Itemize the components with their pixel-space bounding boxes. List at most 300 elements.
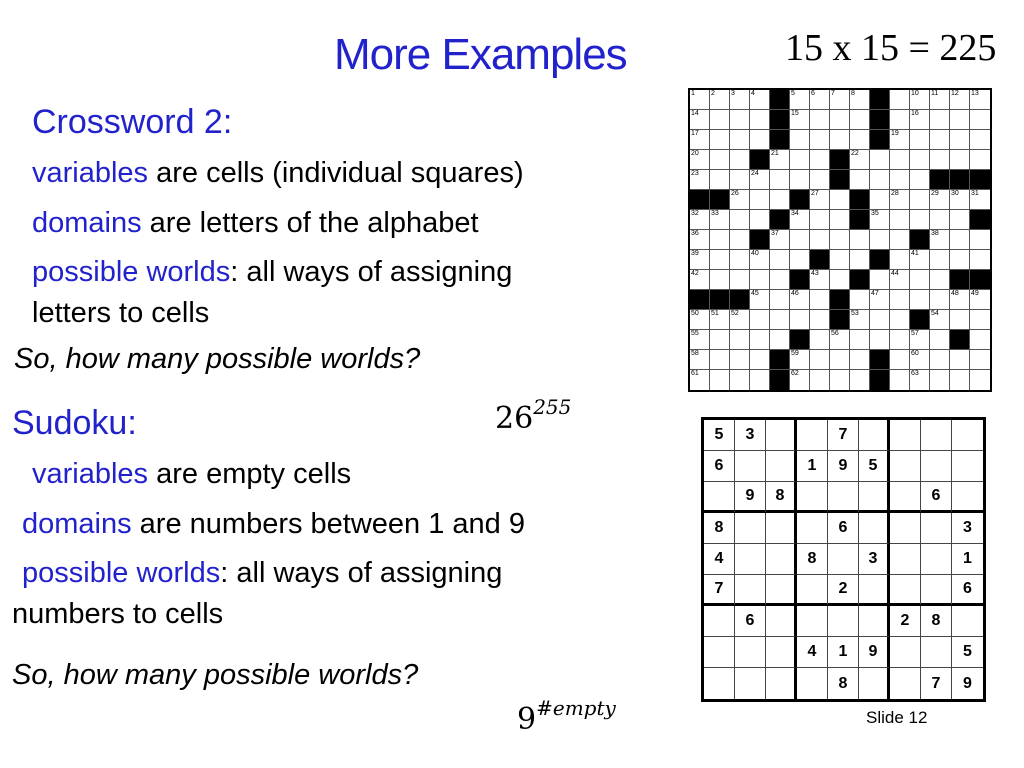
crossword-clue-number: 31 [971, 190, 979, 197]
crossword-cell [830, 250, 850, 270]
crossword-cell [750, 170, 770, 190]
crossword-cell [970, 350, 990, 370]
sudoku-empty-cell [859, 420, 890, 451]
sudoku-given-cell: 5 [704, 420, 735, 451]
crossword-cell [850, 110, 870, 130]
crossword-black-cell [750, 230, 770, 250]
crossword-cell [810, 90, 830, 110]
crossword-cell [910, 170, 930, 190]
crossword-cell [730, 130, 750, 150]
crossword-cell [890, 350, 910, 370]
crossword-cell [950, 110, 970, 130]
crossword-cell [790, 150, 810, 170]
crossword-cell [910, 370, 930, 390]
crossword-cell [930, 310, 950, 330]
sudoku-answer-base: 9 [517, 702, 537, 737]
crossword-black-cell [790, 330, 810, 350]
crossword-cell [690, 110, 710, 130]
sudoku-given-cell: 8 [704, 513, 735, 544]
crossword-cell [690, 270, 710, 290]
sudoku-given-cell: 8 [766, 482, 797, 513]
crossword-black-cell [830, 150, 850, 170]
crossword-black-cell [770, 350, 790, 370]
crossword-worlds-line-2: letters to cells [32, 297, 210, 329]
crossword-variables-line [32, 157, 524, 190]
crossword-clue-number: 41 [911, 250, 919, 257]
crossword-cell [970, 130, 990, 150]
crossword-cell [850, 150, 870, 170]
sudoku-given-cell: 7 [921, 668, 952, 699]
sudoku-given-cell: 6 [952, 575, 983, 606]
crossword-clue-number: 2 [711, 90, 715, 97]
crossword-cell [850, 370, 870, 390]
sudoku-empty-cell [890, 451, 921, 482]
crossword-cell [810, 130, 830, 150]
crossword-cell [710, 230, 730, 250]
crossword-black-cell [870, 370, 890, 390]
sudoku-given-cell: 3 [735, 420, 766, 451]
crossword-clue-number: 32 [691, 210, 699, 217]
crossword-cell [870, 150, 890, 170]
crossword-clue-number: 49 [971, 290, 979, 297]
crossword-clue-number: 3 [731, 90, 735, 97]
crossword-cell [710, 130, 730, 150]
crossword-clue-number: 34 [791, 210, 799, 217]
sudoku-empty-cell [921, 544, 952, 575]
crossword-black-cell [970, 270, 990, 290]
crossword-cell [730, 190, 750, 210]
sudoku-given-cell: 4 [704, 544, 735, 575]
sudoku-given-cell: 8 [921, 606, 952, 637]
sudoku-given-cell: 1 [952, 544, 983, 575]
crossword-cell [930, 270, 950, 290]
sudoku-variables-keyword: variables [32, 458, 149, 490]
crossword-cell [830, 90, 850, 110]
crossword-clue-number: 10 [911, 90, 919, 97]
sudoku-empty-cell [704, 482, 735, 513]
sudoku-empty-cell [952, 420, 983, 451]
crossword-cell [890, 90, 910, 110]
crossword-black-cell [930, 170, 950, 190]
crossword-answer-base: 26 [495, 401, 534, 436]
crossword-black-cell [850, 270, 870, 290]
sudoku-empty-cell [921, 451, 952, 482]
crossword-cell [870, 270, 890, 290]
sudoku-empty-cell [704, 637, 735, 668]
crossword-cell [730, 210, 750, 230]
crossword-cell [850, 330, 870, 350]
crossword-cell [930, 110, 950, 130]
crossword-cell [970, 290, 990, 310]
crossword-question: So, how many possible worlds? [14, 343, 421, 375]
sudoku-given-cell: 2 [890, 606, 921, 637]
sudoku-empty-cell [766, 575, 797, 606]
crossword-cell [890, 170, 910, 190]
crossword-black-cell [790, 190, 810, 210]
crossword-cell [710, 350, 730, 370]
crossword-cell [770, 290, 790, 310]
sudoku-given-cell: 7 [828, 420, 859, 451]
crossword-cell [690, 310, 710, 330]
sudoku-given-cell: 6 [735, 606, 766, 637]
sudoku-question: So, how many possible worlds? [12, 659, 419, 691]
crossword-clue-number: 19 [891, 130, 899, 137]
crossword-cell [830, 190, 850, 210]
crossword-cell [730, 370, 750, 390]
sudoku-empty-cell [766, 544, 797, 575]
sudoku-empty-cell [797, 668, 828, 699]
sudoku-given-cell: 9 [828, 451, 859, 482]
crossword-cell [750, 270, 770, 290]
crossword-cell [810, 270, 830, 290]
crossword-cell [810, 330, 830, 350]
crossword-cell [890, 270, 910, 290]
sudoku-given-cell: 6 [921, 482, 952, 513]
sudoku-empty-cell [828, 544, 859, 575]
sudoku-empty-cell [859, 606, 890, 637]
crossword-black-cell [750, 150, 770, 170]
crossword-heading: Crossword 2: [32, 103, 233, 141]
crossword-cell [890, 110, 910, 130]
crossword-cell [750, 370, 770, 390]
crossword-clue-number: 59 [791, 350, 799, 357]
crossword-cell [730, 330, 750, 350]
sudoku-given-cell: 3 [859, 544, 890, 575]
crossword-cell [690, 230, 710, 250]
sudoku-empty-cell [766, 513, 797, 544]
crossword-clue-number: 15 [791, 110, 799, 117]
crossword-black-cell [870, 350, 890, 370]
crossword-cell [730, 90, 750, 110]
sudoku-empty-cell [859, 575, 890, 606]
crossword-cell [710, 310, 730, 330]
sudoku-worlds-keyword: possible worlds [22, 557, 221, 589]
grid-size-formula: 15 x 15 = 225 [785, 27, 997, 69]
crossword-cell [770, 310, 790, 330]
sudoku-variables-text: are empty cells [148, 458, 352, 490]
crossword-cell [710, 370, 730, 390]
sudoku-empty-cell [797, 606, 828, 637]
crossword-cell [930, 350, 950, 370]
sudoku-empty-cell [735, 544, 766, 575]
crossword-clue-number: 61 [691, 370, 699, 377]
crossword-cell [910, 110, 930, 130]
crossword-cell [830, 370, 850, 390]
sudoku-empty-cell [890, 637, 921, 668]
crossword-cell [950, 290, 970, 310]
sudoku-empty-cell [890, 575, 921, 606]
slide-title: More Examples [334, 30, 627, 79]
sudoku-empty-cell [921, 637, 952, 668]
crossword-clue-number: 48 [951, 290, 959, 297]
crossword-cell [910, 330, 930, 350]
crossword-clue-number: 22 [851, 150, 859, 157]
crossword-cell [950, 230, 970, 250]
crossword-black-cell [830, 290, 850, 310]
crossword-cell [710, 110, 730, 130]
crossword-cell [890, 230, 910, 250]
sudoku-empty-cell [766, 451, 797, 482]
sudoku-given-cell: 8 [797, 544, 828, 575]
crossword-clue-number: 47 [871, 290, 879, 297]
crossword-cell [770, 330, 790, 350]
crossword-cell [790, 110, 810, 130]
crossword-clue-number: 16 [911, 110, 919, 117]
crossword-clue-number: 7 [831, 90, 835, 97]
crossword-cell [830, 270, 850, 290]
crossword-cell [970, 330, 990, 350]
crossword-answer [495, 395, 571, 436]
crossword-black-cell [710, 290, 730, 310]
crossword-black-cell [850, 190, 870, 210]
crossword-cell [890, 290, 910, 310]
sudoku-given-cell: 1 [828, 637, 859, 668]
crossword-cell [730, 230, 750, 250]
crossword-cell [810, 190, 830, 210]
crossword-answer-exponent: 255 [533, 395, 572, 419]
crossword-black-cell [730, 290, 750, 310]
sudoku-empty-cell [859, 668, 890, 699]
sudoku-empty-cell [952, 451, 983, 482]
crossword-domains-line [32, 207, 479, 240]
sudoku-given-cell: 3 [952, 513, 983, 544]
crossword-clue-number: 54 [931, 310, 939, 317]
sudoku-empty-cell [859, 513, 890, 544]
crossword-cell [710, 150, 730, 170]
crossword-cell [770, 230, 790, 250]
crossword-clue-number: 33 [711, 210, 719, 217]
sudoku-empty-cell [735, 575, 766, 606]
sudoku-empty-cell [766, 606, 797, 637]
crossword-cell [750, 130, 770, 150]
crossword-clue-number: 28 [891, 190, 899, 197]
sudoku-empty-cell [890, 482, 921, 513]
crossword-cell [790, 290, 810, 310]
crossword-cell [710, 270, 730, 290]
crossword-cell [690, 170, 710, 190]
crossword-black-cell [790, 270, 810, 290]
crossword-cell [690, 150, 710, 170]
sudoku-empty-cell [952, 606, 983, 637]
crossword-clue-number: 53 [851, 310, 859, 317]
crossword-cell [930, 230, 950, 250]
crossword-cell [970, 230, 990, 250]
crossword-cell [790, 310, 810, 330]
crossword-clue-number: 39 [691, 250, 699, 257]
crossword-variables-keyword: variables [32, 157, 149, 189]
crossword-cell [930, 190, 950, 210]
crossword-black-cell [910, 310, 930, 330]
crossword-cell [730, 270, 750, 290]
crossword-cell [750, 250, 770, 270]
crossword-clue-number: 37 [771, 230, 779, 237]
crossword-cell [730, 310, 750, 330]
crossword-clue-number: 42 [691, 270, 699, 277]
crossword-black-cell [950, 270, 970, 290]
crossword-cell [690, 330, 710, 350]
crossword-cell [710, 330, 730, 350]
crossword-cell [830, 350, 850, 370]
sudoku-empty-cell [952, 482, 983, 513]
crossword-cell [850, 310, 870, 330]
crossword-black-cell [970, 170, 990, 190]
sudoku-empty-cell [735, 451, 766, 482]
crossword-black-cell [710, 190, 730, 210]
crossword-clue-number: 24 [751, 170, 759, 177]
crossword-clue-number: 57 [911, 330, 919, 337]
sudoku-empty-cell [797, 513, 828, 544]
crossword-cell [950, 310, 970, 330]
crossword-cell [970, 370, 990, 390]
sudoku-empty-cell [766, 668, 797, 699]
crossword-clue-number: 51 [711, 310, 719, 317]
crossword-cell [710, 170, 730, 190]
sudoku-given-cell: 5 [859, 451, 890, 482]
crossword-clue-number: 58 [691, 350, 699, 357]
crossword-cell [850, 350, 870, 370]
sudoku-domains-line [22, 508, 525, 541]
crossword-clue-number: 26 [731, 190, 739, 197]
crossword-cell [810, 150, 830, 170]
crossword-clue-number: 13 [971, 90, 979, 97]
crossword-cell [850, 290, 870, 310]
sudoku-worlds-text: : all ways of assigning [220, 557, 503, 589]
crossword-cell [910, 250, 930, 270]
crossword-cell [950, 210, 970, 230]
sudoku-given-cell: 9 [735, 482, 766, 513]
crossword-cell [690, 350, 710, 370]
crossword-black-cell [870, 110, 890, 130]
crossword-cell [930, 210, 950, 230]
crossword-cell [810, 310, 830, 330]
crossword-black-cell [770, 210, 790, 230]
crossword-cell [750, 350, 770, 370]
sudoku-given-cell: 6 [828, 513, 859, 544]
sudoku-empty-cell [859, 482, 890, 513]
sudoku-empty-cell [797, 420, 828, 451]
sudoku-domains-text: are numbers between 1 and 9 [131, 508, 525, 540]
sudoku-empty-cell [797, 482, 828, 513]
crossword-cell [710, 210, 730, 230]
crossword-cell [910, 350, 930, 370]
crossword-grid [688, 88, 992, 392]
crossword-cell [750, 290, 770, 310]
sudoku-given-cell: 7 [704, 575, 735, 606]
crossword-cell [910, 150, 930, 170]
crossword-cell [750, 190, 770, 210]
crossword-cell [930, 370, 950, 390]
crossword-cell [950, 130, 970, 150]
crossword-black-cell [870, 130, 890, 150]
crossword-cell [770, 170, 790, 190]
crossword-clue-number: 36 [691, 230, 699, 237]
crossword-cell [770, 250, 790, 270]
crossword-clue-number: 52 [731, 310, 739, 317]
crossword-cell [690, 130, 710, 150]
crossword-cell [890, 370, 910, 390]
crossword-cell [930, 150, 950, 170]
crossword-cell [750, 110, 770, 130]
crossword-cell [830, 210, 850, 230]
crossword-cell [790, 250, 810, 270]
crossword-cell [970, 250, 990, 270]
crossword-cell [950, 150, 970, 170]
sudoku-answer-exponent: #empty [536, 696, 616, 720]
sudoku-empty-cell [704, 606, 735, 637]
crossword-cell [730, 250, 750, 270]
crossword-cell [850, 250, 870, 270]
crossword-cell [930, 90, 950, 110]
sudoku-empty-cell [766, 637, 797, 668]
sudoku-empty-cell [828, 606, 859, 637]
crossword-clue-number: 60 [911, 350, 919, 357]
crossword-black-cell [870, 90, 890, 110]
crossword-cell [910, 190, 930, 210]
crossword-clue-number: 35 [871, 210, 879, 217]
crossword-cell [970, 110, 990, 130]
crossword-cell [810, 350, 830, 370]
crossword-clue-number: 21 [771, 150, 779, 157]
crossword-black-cell [690, 190, 710, 210]
crossword-cell [950, 90, 970, 110]
crossword-cell [870, 170, 890, 190]
crossword-cell [710, 250, 730, 270]
sudoku-empty-cell [921, 513, 952, 544]
crossword-clue-number: 30 [951, 190, 959, 197]
crossword-cell [970, 310, 990, 330]
crossword-clue-number: 8 [851, 90, 855, 97]
crossword-cell [890, 310, 910, 330]
crossword-cell [950, 190, 970, 210]
crossword-cell [910, 90, 930, 110]
crossword-cell [710, 90, 730, 110]
sudoku-empty-cell [890, 668, 921, 699]
crossword-cell [790, 370, 810, 390]
crossword-clue-number: 44 [891, 270, 899, 277]
sudoku-empty-cell [766, 420, 797, 451]
sudoku-given-cell: 5 [952, 637, 983, 668]
sudoku-empty-cell [735, 513, 766, 544]
sudoku-variables-line [32, 458, 351, 491]
sudoku-given-cell: 9 [859, 637, 890, 668]
crossword-black-cell [810, 250, 830, 270]
sudoku-empty-cell [890, 544, 921, 575]
crossword-cell [910, 290, 930, 310]
sudoku-given-cell: 2 [828, 575, 859, 606]
crossword-clue-number: 46 [791, 290, 799, 297]
crossword-cell [730, 350, 750, 370]
sudoku-given-cell: 1 [797, 451, 828, 482]
crossword-cell [890, 150, 910, 170]
sudoku-domains-keyword: domains [22, 508, 132, 540]
crossword-cell [890, 250, 910, 270]
sudoku-given-cell: 6 [704, 451, 735, 482]
crossword-cell [830, 330, 850, 350]
slide-number: Slide 12 [866, 708, 928, 727]
crossword-black-cell [830, 170, 850, 190]
crossword-cell [770, 150, 790, 170]
crossword-worlds-keyword: possible worlds [32, 256, 231, 288]
crossword-cell [750, 310, 770, 330]
crossword-clue-number: 27 [811, 190, 819, 197]
sudoku-empty-cell [735, 668, 766, 699]
crossword-cell [750, 90, 770, 110]
crossword-clue-number: 20 [691, 150, 699, 157]
crossword-cell [970, 90, 990, 110]
sudoku-worlds-line-2: numbers to cells [12, 598, 224, 630]
crossword-black-cell [690, 290, 710, 310]
crossword-cell [890, 190, 910, 210]
